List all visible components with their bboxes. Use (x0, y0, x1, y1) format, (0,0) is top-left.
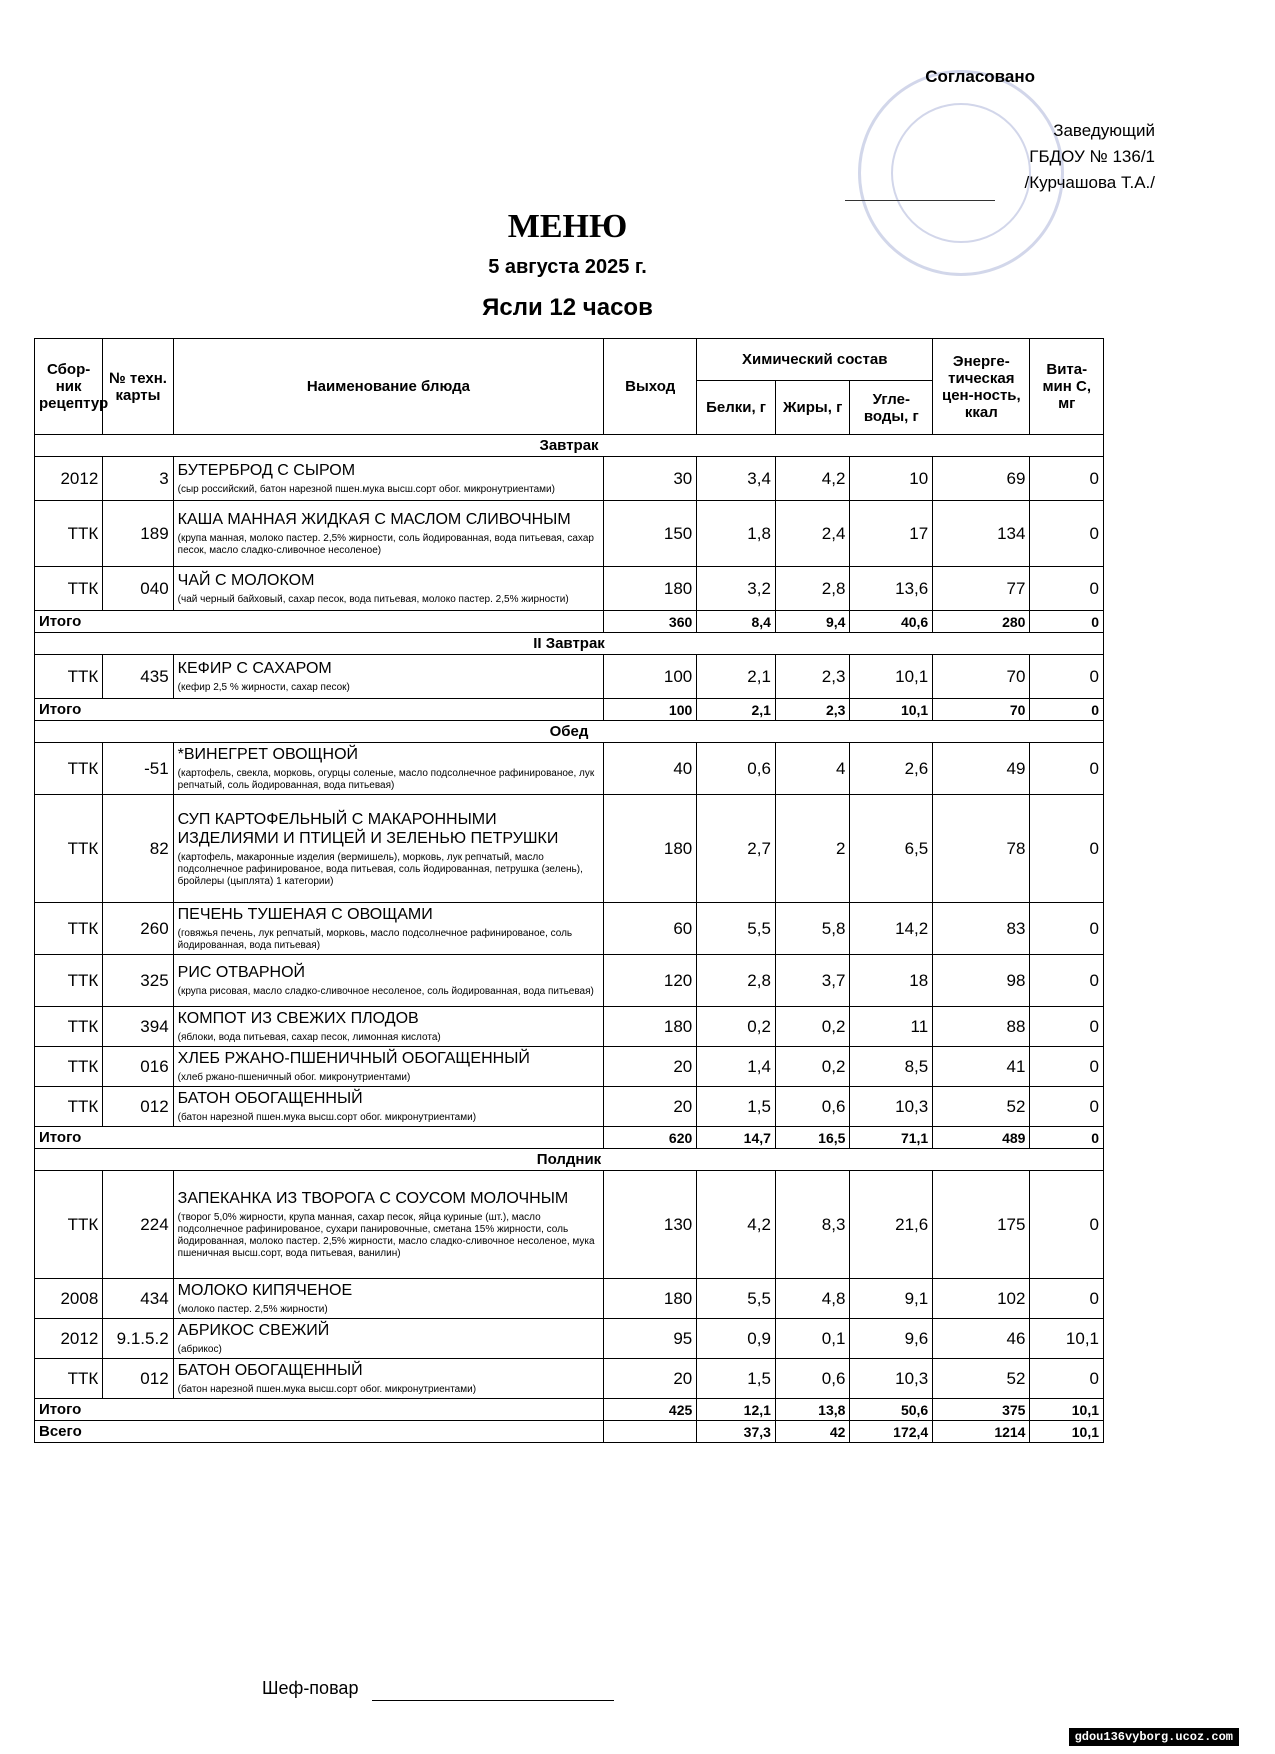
fats-value: 5,8 (775, 903, 850, 955)
tech-card-number: 394 (103, 1007, 173, 1047)
carbs-value: 9,6 (850, 1319, 933, 1359)
section-title: Полдник (35, 1149, 1104, 1171)
carbs-value: 9,1 (850, 1279, 933, 1319)
vitamin-value: 0 (1030, 1171, 1104, 1279)
recipe-collection: ТТК (35, 1171, 103, 1279)
carbs-value: 14,2 (850, 903, 933, 955)
tech-card-number: 82 (103, 795, 173, 903)
menu-date: 5 августа 2025 г. (488, 256, 647, 278)
table-row (35, 1047, 1104, 1087)
table-row (35, 1007, 1104, 1047)
vitamin-value: 0 (1030, 795, 1104, 903)
recipe-collection: ТТК (35, 903, 103, 955)
dish-yield: 20 (604, 1087, 697, 1127)
dish-name: ПЕЧЕНЬ ТУШЕНАЯ С ОВОЩАМИ (177, 906, 433, 923)
subtotal-yield: 360 (604, 611, 697, 633)
table-row (35, 1171, 1104, 1279)
carbs-value: 17 (850, 501, 933, 567)
proteins-value: 0,9 (697, 1319, 776, 1359)
energy-value: 70 (933, 655, 1030, 699)
subtotal-row (35, 1127, 1104, 1149)
dish-cell (173, 1171, 603, 1279)
grand-total-row (35, 1421, 1104, 1443)
carbs-value: 2,6 (850, 743, 933, 795)
proteins-value: 2,7 (697, 795, 776, 903)
dish-yield: 120 (604, 955, 697, 1007)
recipe-collection: 2008 (35, 1279, 103, 1319)
energy-value: 78 (933, 795, 1030, 903)
subtotal-vitamin: 0 (1030, 1127, 1104, 1149)
tech-card-number: 012 (103, 1087, 173, 1127)
menu-body (35, 435, 1104, 1443)
energy-value: 83 (933, 903, 1030, 955)
table-row (35, 955, 1104, 1007)
energy-value: 41 (933, 1047, 1030, 1087)
dish-ingredients: (сыр российский, батон нарезной пшен.мука высш.сорт обог. микронутриентами) (177, 484, 555, 495)
dish-yield: 95 (604, 1319, 697, 1359)
dish-ingredients: (творог 5,0% жирности, крупа манная, сахар песок, яйца куриные (шт.), масло подсолнечное рафинированое, сухари панировочные, сметана 15% жирности, соль йодированная, молоко пастер. 2,5% жирности, масло сладко-сливочное несоленое, мука пшеничная высш.сорт, вода питьевая, ванилин) (177, 1212, 595, 1259)
recipe-collection: 2012 (35, 1319, 103, 1359)
page-title: МЕНЮ (507, 208, 628, 245)
vitamin-value: 0 (1030, 457, 1104, 501)
subtotal-energy: 70 (933, 699, 1030, 721)
fats-value: 8,3 (775, 1171, 850, 1279)
subtotal-yield: 425 (604, 1399, 697, 1421)
proteins-value: 2,8 (697, 955, 776, 1007)
fats-value: 4 (775, 743, 850, 795)
fats-value: 3,7 (775, 955, 850, 1007)
subtotal-energy: 375 (933, 1399, 1030, 1421)
proteins-value: 4,2 (697, 1171, 776, 1279)
dish-name: КЕФИР С САХАРОМ (177, 660, 332, 677)
approval-position: Заведующий (1053, 121, 1155, 140)
table-row (35, 1087, 1104, 1127)
dish-yield: 40 (604, 743, 697, 795)
approval-title: Согласовано (925, 67, 1035, 86)
subtotal-vitamin: 0 (1030, 699, 1104, 721)
vitamin-value: 0 (1030, 903, 1104, 955)
tech-card-number: 260 (103, 903, 173, 955)
dish-name: БАТОН ОБОГАЩЕННЫЙ (177, 1090, 363, 1107)
carbs-value: 11 (850, 1007, 933, 1047)
dish-cell (173, 567, 603, 611)
subtotal-row (35, 1399, 1104, 1421)
dish-name: МОЛОКО КИПЯЧЕНОЕ (177, 1282, 353, 1299)
grand-total-yield (604, 1421, 697, 1443)
carbs-value: 10,3 (850, 1359, 933, 1399)
proteins-value: 3,2 (697, 567, 776, 611)
section-header (35, 721, 1104, 743)
subtotal-vitamin: 0 (1030, 611, 1104, 633)
grand-total-energy: 1214 (933, 1421, 1030, 1443)
subtotal-fats: 9,4 (775, 611, 850, 633)
subtotal-energy: 489 (933, 1127, 1030, 1149)
dish-yield: 20 (604, 1047, 697, 1087)
recipe-collection: 2012 (35, 457, 103, 501)
header-carbs: Угле-воды, г (850, 381, 933, 435)
proteins-value: 0,6 (697, 743, 776, 795)
subtotal-row (35, 699, 1104, 721)
tech-card-number: 040 (103, 567, 173, 611)
dish-ingredients: (батон нарезной пшен.мука высш.сорт обог. микронутриентами) (177, 1112, 477, 1123)
dish-cell (173, 1279, 603, 1319)
grand-total-carbs: 172,4 (850, 1421, 933, 1443)
energy-value: 102 (933, 1279, 1030, 1319)
proteins-value: 3,4 (697, 457, 776, 501)
dish-cell (173, 795, 603, 903)
table-row (35, 457, 1104, 501)
recipe-collection: ТТК (35, 1087, 103, 1127)
recipe-collection: ТТК (35, 795, 103, 903)
dish-name: БАТОН ОБОГАЩЕННЫЙ (177, 1362, 363, 1379)
vitamin-value: 0 (1030, 955, 1104, 1007)
grand-total-proteins: 37,3 (697, 1421, 776, 1443)
energy-value: 175 (933, 1171, 1030, 1279)
proteins-value: 1,5 (697, 1359, 776, 1399)
table-row (35, 1319, 1104, 1359)
header-dish-name: Наименование блюда (173, 339, 603, 435)
dish-yield: 180 (604, 567, 697, 611)
energy-value: 88 (933, 1007, 1030, 1047)
proteins-value: 2,1 (697, 655, 776, 699)
vitamin-value: 10,1 (1030, 1319, 1104, 1359)
header-tech-card: № техн. карты (103, 339, 173, 435)
recipe-collection: ТТК (35, 743, 103, 795)
table-row (35, 743, 1104, 795)
proteins-value: 5,5 (697, 1279, 776, 1319)
subtotal-carbs: 71,1 (850, 1127, 933, 1149)
grand-total-fats: 42 (775, 1421, 850, 1443)
subtotal-carbs: 40,6 (850, 611, 933, 633)
header-yield: Выход (604, 339, 697, 435)
dish-cell (173, 955, 603, 1007)
subtotal-label: Итого (35, 611, 604, 633)
dish-ingredients: (картофель, свекла, морковь, огурцы соленые, масло подсолнечное рафинированое, лук репчатый, соль йодированная, вода питьевая) (177, 768, 595, 791)
dish-cell (173, 1087, 603, 1127)
subtotal-vitamin: 10,1 (1030, 1399, 1104, 1421)
grand-total-vitamin: 10,1 (1030, 1421, 1104, 1443)
dish-ingredients: (абрикос) (177, 1344, 222, 1355)
vitamin-value: 0 (1030, 655, 1104, 699)
tech-card-number: 189 (103, 501, 173, 567)
subtotal-yield: 100 (604, 699, 697, 721)
energy-value: 77 (933, 567, 1030, 611)
table-row (35, 795, 1104, 903)
subtotal-row (35, 611, 1104, 633)
tech-card-number: 325 (103, 955, 173, 1007)
subtotal-label: Итого (35, 1399, 604, 1421)
carbs-value: 10,3 (850, 1087, 933, 1127)
vitamin-value: 0 (1030, 743, 1104, 795)
subtotal-fats: 13,8 (775, 1399, 850, 1421)
dish-cell (173, 1047, 603, 1087)
recipe-collection: ТТК (35, 501, 103, 567)
dish-name: ЧАЙ С МОЛОКОМ (177, 572, 315, 589)
energy-value: 134 (933, 501, 1030, 567)
dish-yield: 60 (604, 903, 697, 955)
vitamin-value: 0 (1030, 1359, 1104, 1399)
dish-cell (173, 655, 603, 699)
recipe-collection: ТТК (35, 1047, 103, 1087)
energy-value: 98 (933, 955, 1030, 1007)
tech-card-number: 3 (103, 457, 173, 501)
fats-value: 0,2 (775, 1007, 850, 1047)
dish-name: КАША МАННАЯ ЖИДКАЯ С МАСЛОМ СЛИВОЧНЫМ (177, 511, 571, 528)
dish-yield: 150 (604, 501, 697, 567)
group-name: Ясли 12 часов (482, 294, 653, 321)
dish-ingredients: (картофель, макаронные изделия (вермишель), морковь, лук репчатый, масло подсолнечное рафинированое, вода питьевая, соль йодированная, петрушка (зелень), бройлеры (цыплята) 1 категории) (177, 851, 583, 887)
subtotal-proteins: 8,4 (697, 611, 776, 633)
fats-value: 2,4 (775, 501, 850, 567)
dish-yield: 130 (604, 1171, 697, 1279)
vitamin-value: 0 (1030, 501, 1104, 567)
vitamin-value: 0 (1030, 567, 1104, 611)
dish-ingredients: (молоко пастер. 2,5% жирности) (177, 1304, 328, 1315)
dish-yield: 180 (604, 1279, 697, 1319)
carbs-value: 18 (850, 955, 933, 1007)
tech-card-number: 016 (103, 1047, 173, 1087)
subtotal-fats: 2,3 (775, 699, 850, 721)
recipe-collection: ТТК (35, 655, 103, 699)
dish-ingredients: (батон нарезной пшен.мука высш.сорт обог. микронутриентами) (177, 1384, 477, 1395)
dish-cell (173, 1359, 603, 1399)
tech-card-number: 434 (103, 1279, 173, 1319)
subtotal-proteins: 12,1 (697, 1399, 776, 1421)
energy-value: 52 (933, 1087, 1030, 1127)
section-header (35, 435, 1104, 457)
dish-cell (173, 457, 603, 501)
proteins-value: 5,5 (697, 903, 776, 955)
recipe-collection: ТТК (35, 955, 103, 1007)
section-title: Обед (35, 721, 1104, 743)
carbs-value: 10,1 (850, 655, 933, 699)
subtotal-energy: 280 (933, 611, 1030, 633)
fats-value: 2 (775, 795, 850, 903)
grand-total-label: Всего (35, 1421, 604, 1443)
table-row (35, 567, 1104, 611)
dish-ingredients: (крупа рисовая, масло сладко-сливочное несоленое, соль йодированная, вода питьевая) (177, 986, 594, 997)
proteins-value: 1,8 (697, 501, 776, 567)
table-row (35, 903, 1104, 955)
table-row (35, 501, 1104, 567)
subtotal-proteins: 2,1 (697, 699, 776, 721)
dish-ingredients: (хлеб ржано-пшеничный обог. микронутриентами) (177, 1072, 411, 1083)
fats-value: 4,2 (775, 457, 850, 501)
chef-label: Шеф-повар (262, 1678, 359, 1698)
dish-yield: 180 (604, 1007, 697, 1047)
header-collection: Сбор-ник рецептур (35, 339, 103, 435)
subtotal-proteins: 14,7 (697, 1127, 776, 1149)
table-row (35, 1359, 1104, 1399)
section-header (35, 1149, 1104, 1171)
fats-value: 2,8 (775, 567, 850, 611)
tech-card-number: 9.1.5.2 (103, 1319, 173, 1359)
tech-card-number: 224 (103, 1171, 173, 1279)
proteins-value: 0,2 (697, 1007, 776, 1047)
tech-card-number: 435 (103, 655, 173, 699)
dish-name: ЗАПЕКАНКА ИЗ ТВОРОГА С СОУСОМ МОЛОЧНЫМ (177, 1190, 569, 1207)
chef-signature-line (372, 1700, 614, 1701)
dish-name: АБРИКОС СВЕЖИЙ (177, 1322, 330, 1339)
carbs-value: 10 (850, 457, 933, 501)
dish-ingredients: (чай черный байховый, сахар песок, вода питьевая, молоко пастер. 2,5% жирности) (177, 594, 569, 605)
header-chem: Химический состав (697, 339, 933, 381)
subtotal-label: Итого (35, 1127, 604, 1149)
dish-ingredients: (яблоки, вода питьевая, сахар песок, лимонная кислота) (177, 1032, 441, 1043)
dish-name: СУП КАРТОФЕЛЬНЫЙ С МАКАРОННЫМИ ИЗДЕЛИЯМИ И ПТИЦЕЙ И ЗЕЛЕНЬЮ ПЕТРУШКИ (177, 810, 559, 847)
energy-value: 49 (933, 743, 1030, 795)
table-row (35, 655, 1104, 699)
section-header (35, 633, 1104, 655)
dish-cell (173, 1319, 603, 1359)
dish-ingredients: (говяжья печень, лук репчатый, морковь, масло подсолнечное рафинированое, соль йодированная, вода питьевая) (177, 928, 573, 951)
fats-value: 0,1 (775, 1319, 850, 1359)
approval-signer: /Курчашова Т.А./ (1024, 173, 1155, 192)
menu-table (34, 338, 1104, 1443)
subtotal-label: Итого (35, 699, 604, 721)
fats-value: 2,3 (775, 655, 850, 699)
recipe-collection: ТТК (35, 1007, 103, 1047)
fats-value: 4,8 (775, 1279, 850, 1319)
dish-yield: 180 (604, 795, 697, 903)
dish-cell (173, 1007, 603, 1047)
signature-line (845, 200, 995, 201)
dish-name: ХЛЕБ РЖАНО-ПШЕНИЧНЫЙ ОБОГАЩЕННЫЙ (177, 1050, 530, 1067)
subtotal-carbs: 10,1 (850, 699, 933, 721)
carbs-value: 21,6 (850, 1171, 933, 1279)
vitamin-value: 0 (1030, 1007, 1104, 1047)
subtotal-carbs: 50,6 (850, 1399, 933, 1421)
section-title: II Завтрак (35, 633, 1104, 655)
dish-cell (173, 903, 603, 955)
recipe-collection: ТТК (35, 1359, 103, 1399)
header-proteins: Белки, г (697, 381, 776, 435)
dish-cell (173, 501, 603, 567)
proteins-value: 1,4 (697, 1047, 776, 1087)
subtotal-yield: 620 (604, 1127, 697, 1149)
carbs-value: 6,5 (850, 795, 933, 903)
header-fats: Жиры, г (775, 381, 850, 435)
dish-yield: 30 (604, 457, 697, 501)
dish-yield: 100 (604, 655, 697, 699)
carbs-value: 8,5 (850, 1047, 933, 1087)
carbs-value: 13,6 (850, 567, 933, 611)
fats-value: 0,6 (775, 1087, 850, 1127)
table-row (35, 1279, 1104, 1319)
tech-card-number: 012 (103, 1359, 173, 1399)
approval-block (925, 64, 1155, 196)
vitamin-value: 0 (1030, 1047, 1104, 1087)
dish-yield: 20 (604, 1359, 697, 1399)
subtotal-fats: 16,5 (775, 1127, 850, 1149)
fats-value: 0,6 (775, 1359, 850, 1399)
approval-organization: ГБДОУ № 136/1 (1029, 147, 1155, 166)
dish-cell (173, 743, 603, 795)
tech-card-number: -51 (103, 743, 173, 795)
energy-value: 52 (933, 1359, 1030, 1399)
energy-value: 46 (933, 1319, 1030, 1359)
proteins-value: 1,5 (697, 1087, 776, 1127)
dish-name: КОМПОТ ИЗ СВЕЖИХ ПЛОДОВ (177, 1010, 419, 1027)
vitamin-value: 0 (1030, 1279, 1104, 1319)
dish-ingredients: (крупа манная, молоко пастер. 2,5% жирности, соль йодированная, вода питьевая, сахар песок, масло сладко-сливочное несоленое) (177, 533, 594, 556)
dish-name: РИС ОТВАРНОЙ (177, 964, 306, 981)
site-watermark: gdou136vyborg.ucoz.com (1069, 1728, 1239, 1746)
fats-value: 0,2 (775, 1047, 850, 1087)
vitamin-value: 0 (1030, 1087, 1104, 1127)
dish-name: *ВИНЕГРЕТ ОВОЩНОЙ (177, 746, 359, 763)
header-energy: Энерге-тическая цен-ность, ккал (933, 339, 1030, 435)
dish-ingredients: (кефир 2,5 % жирности, сахар песок) (177, 682, 350, 693)
section-title: Завтрак (35, 435, 1104, 457)
recipe-collection: ТТК (35, 567, 103, 611)
energy-value: 69 (933, 457, 1030, 501)
dish-name: БУТЕРБРОД С СЫРОМ (177, 462, 356, 479)
header-vitamin: Вита-мин С, мг (1030, 339, 1104, 435)
